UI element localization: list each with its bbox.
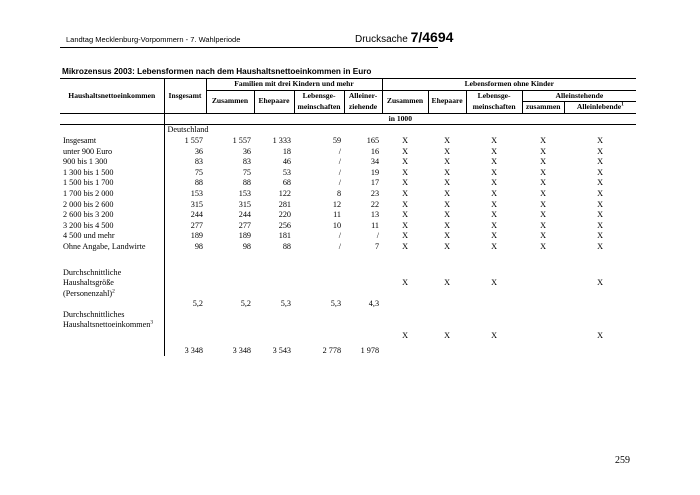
value-cell: 11 <box>371 220 380 230</box>
x-cell: X <box>402 278 408 288</box>
value-cell: 1 333 <box>272 135 291 145</box>
table-row <box>60 200 636 211</box>
value-cell: 189 <box>238 231 251 241</box>
value-cell: / <box>376 231 380 241</box>
unit-row: in 1000 <box>164 113 636 125</box>
x-cell: X <box>540 210 547 220</box>
col-header-zusammen: Zusammen <box>206 90 254 113</box>
value-cell: 75 <box>242 167 251 177</box>
x-cell: X <box>491 331 498 341</box>
value-cell: 5,3 <box>280 299 291 309</box>
x-cell: X <box>597 157 604 167</box>
header-parliament: Landtag Mecklenburg-Vorpommern - 7. Wahlperiode <box>66 35 241 44</box>
value-cell: 22 <box>370 199 380 209</box>
col-header-alleinerziehende: Alleiner- ziehende <box>344 90 382 113</box>
col-group-families: Familien mit drei Kindern und mehr <box>206 79 382 91</box>
value-cell: 244 <box>238 210 251 220</box>
value-cell: 83 <box>194 157 203 167</box>
x-cell: X <box>444 210 451 220</box>
value-cell: 75 <box>194 167 203 177</box>
x-cell: X <box>597 210 604 220</box>
x-cell: X <box>444 278 451 288</box>
col-group-without-children: Lebensformen ohne Kinder <box>382 79 636 91</box>
row-label: 1 500 bis 1 700 <box>60 178 164 189</box>
value-cell: 53 <box>282 167 291 177</box>
value-cell: 256 <box>278 220 291 230</box>
x-cell: X <box>402 210 408 220</box>
value-cell: 10 <box>332 220 342 230</box>
value-cell: / <box>338 231 342 241</box>
value-cell: 36 <box>194 146 203 156</box>
x-cell: X <box>597 178 604 188</box>
value-cell: / <box>338 178 342 188</box>
x-cell: X <box>540 220 547 230</box>
row-label: 1 300 bis 1 500 <box>60 168 164 179</box>
col-header-insgesamt: Insgesamt <box>164 79 206 114</box>
x-cell: X <box>444 157 451 167</box>
row-label: 2 600 bis 3 200 <box>60 210 164 221</box>
table-row <box>60 178 636 189</box>
value-cell: 46 <box>282 157 291 167</box>
x-cell: X <box>540 178 547 188</box>
x-cell: X <box>597 146 604 156</box>
value-cell: 122 <box>278 188 291 198</box>
x-cell: X <box>540 199 547 209</box>
value-cell: 165 <box>366 135 380 145</box>
x-cell: X <box>444 231 451 241</box>
value-cell: 98 <box>242 241 251 251</box>
value-cell: 68 <box>282 178 291 188</box>
x-cell: X <box>491 231 498 241</box>
value-cell: 5,2 <box>192 299 203 309</box>
x-cell: X <box>597 199 604 209</box>
row-label: 4 500 und mehr <box>60 231 164 242</box>
x-cell: X <box>491 199 498 209</box>
doc-number: 7/4694 <box>410 29 454 45</box>
value-cell: 59 <box>332 135 342 145</box>
value-cell: / <box>338 167 342 177</box>
value-cell: 315 <box>190 199 203 209</box>
avg-income-label-row <box>60 310 636 321</box>
row-label: Ohne Angabe, Landwirte <box>60 242 164 253</box>
value-cell: 19 <box>370 167 380 177</box>
table-row <box>60 231 636 242</box>
table-row <box>60 157 636 168</box>
avg-size-values-row <box>60 299 636 310</box>
x-cell: X <box>491 135 498 145</box>
table-row <box>60 221 636 232</box>
header-rule <box>60 47 438 48</box>
value-cell: 12 <box>332 199 342 209</box>
x-cell: X <box>444 331 451 341</box>
value-cell: 5,2 <box>240 299 251 309</box>
value-cell: 88 <box>242 178 251 188</box>
x-cell: X <box>444 241 451 251</box>
x-cell: X <box>491 167 498 177</box>
table-row <box>60 168 636 179</box>
value-cell: 1 978 <box>360 345 380 355</box>
x-cell: X <box>444 135 451 145</box>
table-row <box>60 210 636 221</box>
value-cell: 1 557 <box>184 135 203 145</box>
x-cell: X <box>491 157 498 167</box>
value-cell: 11 <box>333 210 342 220</box>
x-cell: X <box>597 220 604 230</box>
avg-income-label-row <box>60 320 636 331</box>
x-cell: X <box>402 146 408 156</box>
table-row <box>60 189 636 200</box>
value-cell: 83 <box>242 157 251 167</box>
x-cell: X <box>597 331 604 341</box>
x-cell: X <box>540 231 547 241</box>
x-cell: X <box>444 146 451 156</box>
value-cell: 88 <box>282 241 291 251</box>
x-cell: X <box>402 178 408 188</box>
value-cell: 8 <box>336 188 342 198</box>
value-cell: 277 <box>238 220 251 230</box>
value-cell: 3 348 <box>232 345 251 355</box>
x-cell: X <box>540 241 547 251</box>
value-cell: / <box>338 241 342 251</box>
avg-size-label-row <box>60 289 636 300</box>
value-cell: / <box>338 146 342 156</box>
avg-income-label: Haushaltsnettoeinkommen$^3$ <box>60 320 164 331</box>
x-cell: X <box>491 188 498 198</box>
x-cell: X <box>402 167 408 177</box>
x-cell: X <box>540 157 547 167</box>
table-row <box>60 136 636 147</box>
avg-size-label: (Personenzahl)$^2$ <box>60 289 164 300</box>
col-group-alleinstehende: Alleinstehende <box>522 90 636 102</box>
x-cell: X <box>444 220 451 230</box>
value-cell: / <box>338 157 342 167</box>
x-cell: X <box>402 199 408 209</box>
value-cell: 16 <box>370 146 380 156</box>
x-cell: X <box>402 241 408 251</box>
value-cell: 3 543 <box>272 345 291 355</box>
row-label: unter 900 Euro <box>60 147 164 158</box>
value-cell: 98 <box>194 241 203 251</box>
value-cell: 5,3 <box>330 299 342 309</box>
value-cell: 281 <box>278 199 291 209</box>
value-cell: 2 778 <box>322 345 342 355</box>
row-label: 3 200 bis 4 500 <box>60 221 164 232</box>
col-header-ehepaare: Ehepaare <box>254 90 294 113</box>
avg-income-label: Durchschnittliches <box>60 310 164 321</box>
x-cell: X <box>402 157 408 167</box>
table-row <box>60 147 636 158</box>
x-cell: X <box>540 146 547 156</box>
x-cell: X <box>540 167 547 177</box>
x-cell: X <box>597 188 604 198</box>
value-cell: 181 <box>278 231 291 241</box>
value-cell: 315 <box>238 199 251 209</box>
row-label: 1 700 bis 2 000 <box>60 189 164 200</box>
value-cell: 36 <box>242 146 251 156</box>
col-header-alleinlebende: Alleinlebende$^1$ <box>564 102 636 114</box>
value-cell: 34 <box>370 157 380 167</box>
col-header-lebensgemeinschaften-2: Lebensge- meinschaften <box>466 90 522 113</box>
value-cell: 18 <box>282 146 291 156</box>
x-cell: X <box>444 199 451 209</box>
x-cell: X <box>597 167 604 177</box>
value-cell: 4,3 <box>368 299 380 309</box>
table-title: Mikrozensus 2003: Lebensformen nach dem Haushaltsnettoeinkommen in Euro <box>62 67 372 76</box>
x-cell: X <box>597 241 604 251</box>
col-header-alleinstehende-zusammen: zusammen <box>522 102 564 114</box>
x-cell: X <box>597 231 604 241</box>
x-cell: X <box>540 188 547 198</box>
value-cell: 7 <box>374 241 380 251</box>
avg-size-label: Durchschnittliche <box>60 268 164 279</box>
x-cell: X <box>402 231 408 241</box>
row-label: Insgesamt <box>60 136 164 147</box>
x-cell: X <box>402 135 408 145</box>
x-cell: X <box>597 278 604 288</box>
x-cell: X <box>491 220 498 230</box>
value-cell: 1 557 <box>232 135 251 145</box>
x-cell: X <box>444 178 451 188</box>
x-cell: X <box>402 220 408 230</box>
avg-income-values-row <box>60 346 636 357</box>
value-cell: 3 348 <box>184 345 203 355</box>
page-number: 259 <box>615 455 630 466</box>
value-cell: 153 <box>190 188 203 198</box>
avg-income-x-row <box>60 331 636 342</box>
header-document-number <box>355 29 453 45</box>
x-cell: X <box>491 241 498 251</box>
col-header-income: Haushaltsnettoeinkommen <box>60 79 164 114</box>
value-cell: 13 <box>370 210 380 220</box>
x-cell: X <box>402 331 408 341</box>
value-cell: 220 <box>278 210 291 220</box>
avg-size-x-row <box>60 278 636 289</box>
value-cell: 17 <box>370 178 380 188</box>
x-cell: X <box>491 278 498 288</box>
value-cell: 244 <box>190 210 203 220</box>
doc-label: Drucksache <box>355 34 408 45</box>
row-label: 2 000 bis 2 600 <box>60 200 164 211</box>
avg-size-label-row <box>60 268 636 279</box>
x-cell: X <box>597 135 604 145</box>
table-row <box>60 242 636 253</box>
x-cell: X <box>540 135 547 145</box>
value-cell: 277 <box>190 220 203 230</box>
value-cell: 153 <box>238 188 251 198</box>
col-header-zusammen-2: Zusammen <box>382 90 428 113</box>
col-header-ehepaare-2: Ehepaare <box>428 90 466 113</box>
x-cell: X <box>444 167 451 177</box>
x-cell: X <box>491 146 498 156</box>
value-cell: 88 <box>194 178 203 188</box>
value-cell: 189 <box>190 231 203 241</box>
avg-size-label: Haushaltsgröße <box>60 278 164 289</box>
x-cell: X <box>491 178 498 188</box>
x-cell: X <box>491 210 498 220</box>
row-label: 900 bis 1 300 <box>60 157 164 168</box>
col-header-lebensgemeinschaften: Lebensge- meinschaften <box>294 90 344 113</box>
region-label: Deutschland <box>167 125 209 135</box>
value-cell: 23 <box>370 188 380 198</box>
data-table <box>60 78 636 356</box>
x-cell: X <box>402 188 408 198</box>
x-cell: X <box>444 188 451 198</box>
